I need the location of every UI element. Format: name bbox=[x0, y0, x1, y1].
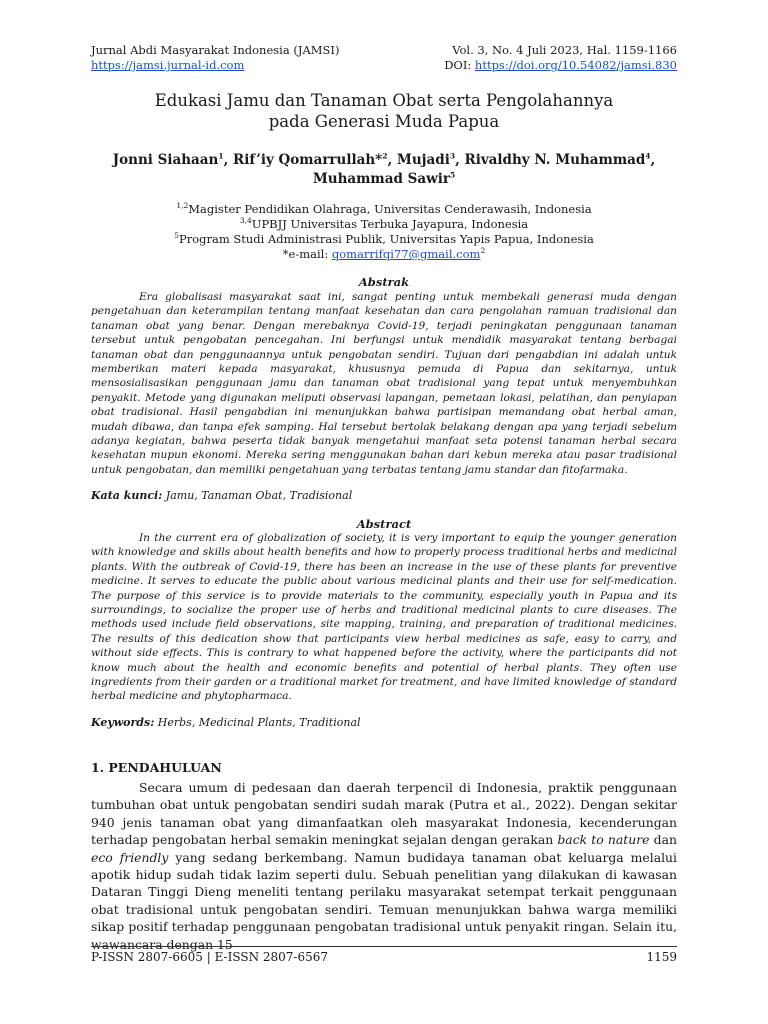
affiliation-3 bbox=[91, 232, 677, 247]
author-name: Mujadi bbox=[396, 152, 450, 168]
affiliation-2 bbox=[91, 217, 677, 232]
affiliation-text: Magister Pendidikan Olahraga, Universitas Cenderawasih, Indonesia bbox=[188, 202, 592, 216]
affiliation-sup: 3,4 bbox=[239, 216, 252, 226]
affiliation-sup: 5 bbox=[174, 231, 179, 241]
author-2 bbox=[233, 152, 397, 168]
author-sup: 1 bbox=[218, 151, 224, 161]
section-heading: 1. PENDAHULUAN bbox=[91, 760, 222, 775]
kata-kunci-label: Kata kunci bbox=[91, 489, 159, 502]
body-text: dan bbox=[649, 832, 677, 848]
author-sup: 4 bbox=[645, 151, 651, 161]
abstrak-text: Era globalisasi masyarakat saat ini, sangat penting untuk membekali generasi muda dengan pengetahuan dan keterampilan tentang manfaat kesehatan dan cara pengolahan ramuan tradisional dan tanaman obat yang benar. Dengan merebaknya Covid-19, terjadi peningkatan penggunaan tanaman tersebut untuk pengobatan pencegahan. Ini berfungsi untuk mendidik masyarakat tentang berbagai tanaman obat dan penggunaannya untuk pengobatan sendiri. Tujuan dari pengabdian ini adalah untuk memberikan materi kepada masyarakat, khususnya pemuda di Papua dan sekitarnya, untuk mensosialisasikan penggunaan jamu dan tanaman obat tradisional yang tepat untuk menyembuhkan penyakit. Metode yang digunakan meliputi observasi lapangan, pemetaan lokasi, pelatihan, dan penyiapan obat tradisional. Hasil pengabdian ini menunjukkan bahwa partisipan memandang obat herbal aman, mudah dibawa, dan tanpa efek samping. Hal tersebut bertolak belakang dengan apa yang terjadi sebelum adanya kegiatan, bahwa peserta tidak banyak mengetahui manfaat seta potensi tanaman herbal secara kesehatan mupun ekonomi. Mereka sering menggunakan bahan dari kebun mereka atau pasar tradisional untuk pengobatan, dan memiliki pengetahuan yang terbatas tentang jamu standar dan fitofarmaka. bbox=[91, 291, 677, 476]
running-header bbox=[91, 43, 677, 58]
affiliation-text: Program Studi Administrasi Publik, Universitas Yapis Papua, Indonesia bbox=[178, 232, 594, 246]
keywords-line: Keywords: Herbs, Medicinal Plants, Traditional bbox=[91, 716, 361, 729]
author-sep: , bbox=[223, 152, 233, 168]
email-sup: 2 bbox=[480, 246, 486, 256]
author-sup: 2 bbox=[382, 151, 388, 161]
kata-kunci-value: Jamu, Tanaman Obat, Tradisional bbox=[165, 489, 353, 502]
journal-url-link[interactable]: https://jamsi.jurnal-id.com bbox=[91, 58, 245, 72]
author-name: Muhammad Sawir bbox=[312, 171, 450, 187]
keywords-value: Herbs, Medicinal Plants, Traditional bbox=[157, 716, 361, 729]
affiliation-1 bbox=[91, 202, 677, 217]
affiliation-sup: 1,2 bbox=[176, 201, 189, 211]
affiliations bbox=[91, 202, 677, 262]
doi-link[interactable]: https://doi.org/10.54082/jamsi.830 bbox=[474, 58, 677, 72]
author-3 bbox=[397, 152, 465, 168]
author-list bbox=[91, 151, 677, 189]
page-number: 1159 bbox=[646, 950, 677, 964]
author-4 bbox=[464, 152, 655, 168]
paper-title bbox=[91, 90, 677, 132]
author-sep: , bbox=[387, 152, 397, 168]
author-sup: 5 bbox=[449, 170, 456, 180]
journal-name: Jurnal Abdi Masyarakat Indonesia (JAMSI) bbox=[91, 43, 340, 57]
issn: P-ISSN 2807-6605 | E-ISSN 2807-6567 bbox=[91, 950, 329, 964]
doi-label: DOI: bbox=[444, 58, 475, 72]
volume-info: Vol. 3, No. 4 Juli 2023, Hal. 1159-1166 bbox=[452, 43, 677, 57]
author-sup: 3 bbox=[449, 151, 456, 161]
author-5 bbox=[313, 171, 455, 187]
kata-kunci-line: Kata kunci: Jamu, Tanaman Obat, Tradisional bbox=[91, 489, 353, 502]
author-name: Rivaldhy N. Muhammad bbox=[464, 152, 646, 168]
abstrak-heading: Abstrak bbox=[358, 275, 410, 289]
author-1 bbox=[113, 152, 233, 168]
doi-line bbox=[444, 58, 677, 73]
abstract-heading: Abstract bbox=[356, 517, 412, 531]
author-sep: , bbox=[650, 152, 656, 168]
email-line bbox=[91, 247, 677, 262]
body-italic: eco friendly bbox=[91, 849, 169, 865]
abstract-text: In the current era of globalization of society, it is very important to equip the younger generation with knowledge and skills about health benefits and how to properly process traditional herbs and medicinal plants. With the outbreak of Covid-19, there has been an increase in the use of these plants for preventive medicine. It serves to educate the public about various medicinal plants and their use for self-medication. The purpose of this service is to provide materials to the community, especially youth in Papua and its surroundings, to socialize the proper use of herbs and traditional medicinal plants to cure diseases. The methods used include field observations, site mapping, training, and preparation of traditional medicines. The results of this dedication show that participants view herbal medicines as safe, easy to carry, and without side effects. This is contrary to what happened before the activity, where the participants did not know much about the health and economic benefits and potential of herbal plants. They often use ingredients from their garden or a traditional market for treatment, and have limited knowledge of standard herbal medicine and phytopharmaca. bbox=[91, 532, 677, 703]
title-line-2: pada Generasi Muda Papua bbox=[268, 112, 500, 131]
body-paragraph bbox=[91, 779, 677, 953]
email-label: *e-mail: bbox=[282, 247, 332, 261]
body-italic: back to nature bbox=[557, 832, 650, 848]
body-text: Secara umum di pedesaan dan daerah terpencil di Indonesia, praktik penggunaan tumbuhan obat untuk pengobatan sendiri sudah marak (Putra et al., 2022). Dengan sekitar 940 jenis tanaman obat yang dimanfaatkan oleh masyarakat Indonesia, kecenderungan terhadap pengobatan herbal semakin meningkat sejalan dengan gerakan bbox=[91, 780, 677, 848]
body-text: yang sedang berkembang. Namun budidaya tanaman obat keluarga melalui apotik hidup sudah tidak lazim seperti dulu. Sebuah penelitian yang dilakukan di kawasan Dataran Tinggi Dieng meneliti tentang perilaku masyarakat setempat terkait penggunaan obat tradisional untuk pengobatan sendiri. Temuan menunjukkan bahwa warga memiliki sikap positif terhadap penggunaan pengobatan tradisional untuk penyakit ringan. Selain itu, wawancara dengan 15 bbox=[91, 849, 677, 952]
affiliation-text: UPBJJ Universitas Terbuka Jayapura, Indonesia bbox=[251, 217, 529, 231]
page-footer bbox=[91, 950, 677, 964]
running-header-links bbox=[91, 58, 677, 73]
keywords-label: Keywords bbox=[91, 716, 151, 729]
author-name: Jonni Siahaan bbox=[112, 152, 219, 168]
email-link[interactable]: qomarrifqi77@gmail.com bbox=[331, 247, 481, 261]
footer-rule bbox=[91, 946, 677, 947]
author-sep: , bbox=[455, 152, 465, 168]
title-line-1: Edukasi Jamu dan Tanaman Obat serta Pengolahannya bbox=[154, 91, 614, 110]
author-name: Rif’iy Qomarrullah* bbox=[233, 152, 383, 168]
